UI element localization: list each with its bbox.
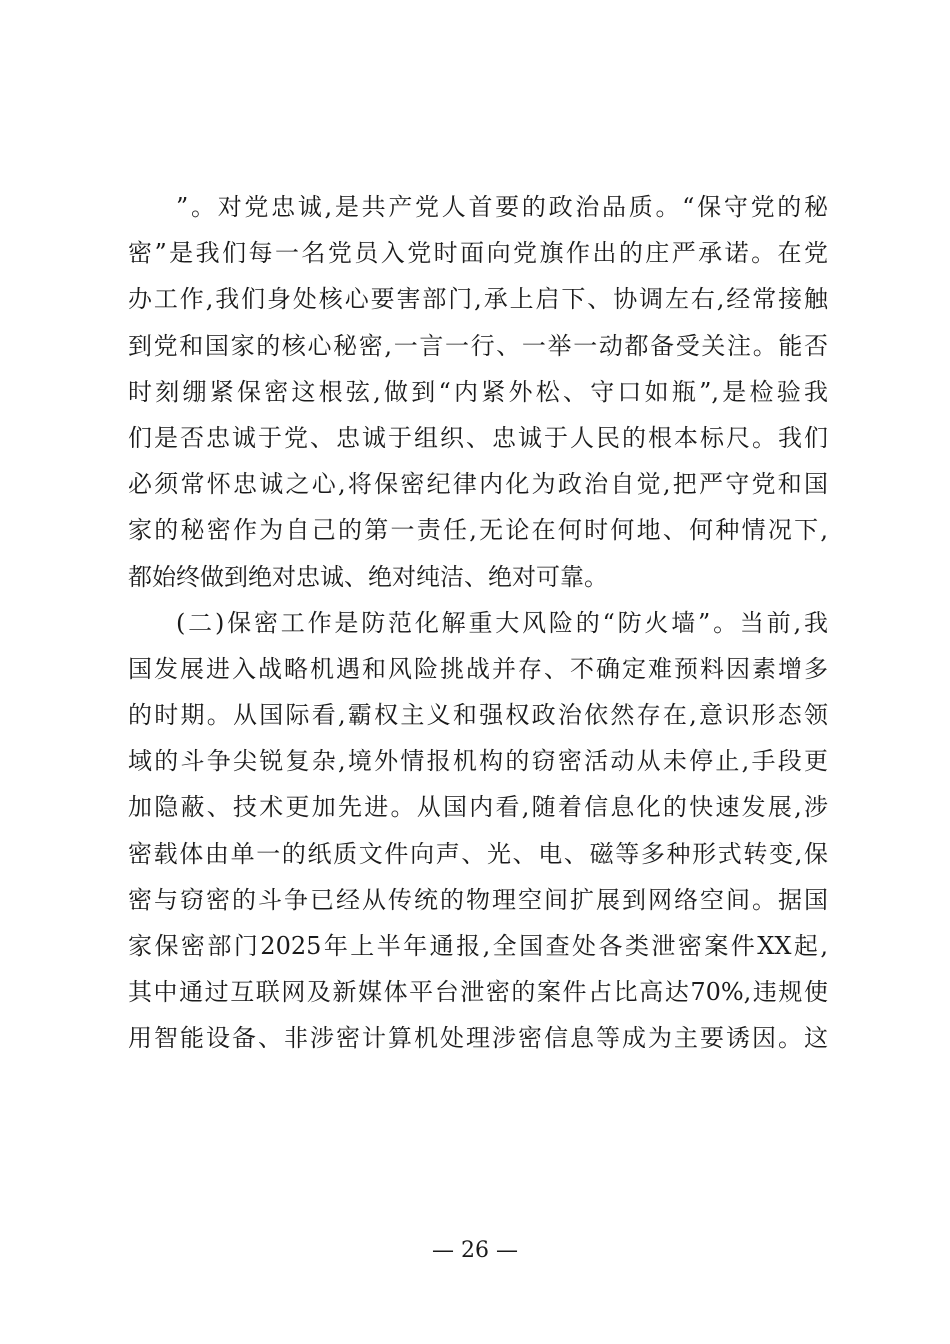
text-line: 域的斗争尖锐复杂,境外情报机构的窃密活动从未停止,手段更 (128, 747, 828, 776)
paragraph-2 (128, 600, 828, 1062)
text-line: 们是否忠诚于党、忠诚于组织、忠诚于人民的根本标尺。我们 (128, 423, 828, 452)
text-line: 其中通过互联网及新媒体平台泄密的案件占比高达70%,违规使 (128, 978, 828, 1007)
text-line: 的时期。从国际看,霸权主义和强权政治依然存在,意识形态领 (128, 701, 828, 730)
text-line: 家保密部门2025年上半年通报,全国查处各类泄密案件XX起, (128, 932, 828, 960)
text-line: 家的秘密作为自己的第一责任,无论在何时何地、何种情况下, (128, 516, 828, 545)
text-line: 用智能设备、非涉密计算机处理涉密信息等成为主要诱因。这 (128, 1024, 828, 1053)
text-line: (二)保密工作是防范化解重大风险的“防火墙”。当前,我 (176, 608, 828, 637)
text-line: 都始终做到绝对忠诚、绝对纯洁、绝对可靠。 (128, 562, 608, 591)
paragraph-1 (128, 184, 828, 600)
text-line: 到党和国家的核心秘密,一言一行、一举一动都备受关注。能否 (128, 331, 828, 360)
text-line: 密与窃密的斗争已经从传统的物理空间扩展到网络空间。据国 (128, 885, 828, 914)
text-line: 加隐蔽、技术更加先进。从国内看,随着信息化的快速发展,涉 (128, 793, 828, 822)
text-line: 国发展进入战略机遇和风险挑战并存、不确定难预料因素增多 (128, 654, 828, 683)
body-text (128, 184, 828, 1062)
text-line: 必须常怀忠诚之心,将保密纪律内化为政治自觉,把严守党和国 (128, 470, 828, 499)
text-line: 办工作,我们身处核心要害部门,承上启下、协调左右,经常接触 (128, 285, 828, 314)
text-line: 密载体由单一的纸质文件向声、光、电、磁等多种形式转变,保 (128, 839, 828, 868)
text-line: ”。对党忠诚,是共产党人首要的政治品质。“保守党的秘 (176, 193, 828, 221)
text-line: 密”是我们每一名党员入党时面向党旗作出的庄严承诺。在党 (128, 239, 828, 268)
text-line: 时刻绷紧保密这根弦,做到“内紧外松、守口如瓶”,是检验我 (128, 377, 828, 406)
page-number: — 26 — (432, 1238, 518, 1263)
